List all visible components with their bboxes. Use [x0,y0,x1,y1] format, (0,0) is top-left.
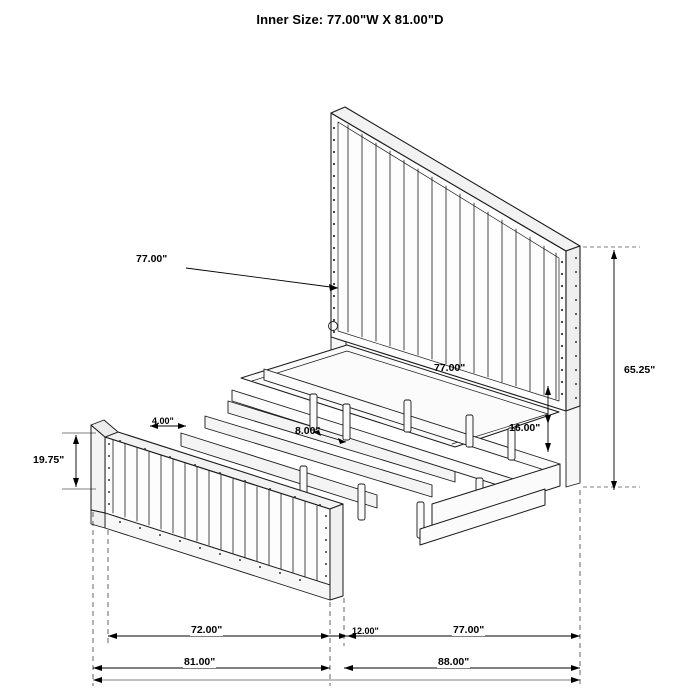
dim-label-slat-thickness: 4.00" [152,416,174,426]
dim-label-inner-width: 77.00" [434,362,466,374]
dim-label-overall-depth: 88.00" [438,656,470,668]
dim-label-headboard-height: 65.25" [624,364,656,376]
dim-label-footboard-height: 19.75" [33,454,65,466]
dim-label-slat-spacing: 8.00" [295,425,321,437]
dim-label-rail-offset: 16.00" [509,422,541,434]
dim-label-footboard-width: 72.00" [191,624,223,636]
dim-label-callout-width: 77.00" [136,253,168,265]
dim-label-side-depth: 77.00" [453,624,485,636]
page-title: Inner Size: 77.00"W X 81.00"D [256,12,444,27]
dim-label-corner-depth: 12.00" [352,626,379,636]
dim-label-overall-width: 81.00" [184,656,216,668]
